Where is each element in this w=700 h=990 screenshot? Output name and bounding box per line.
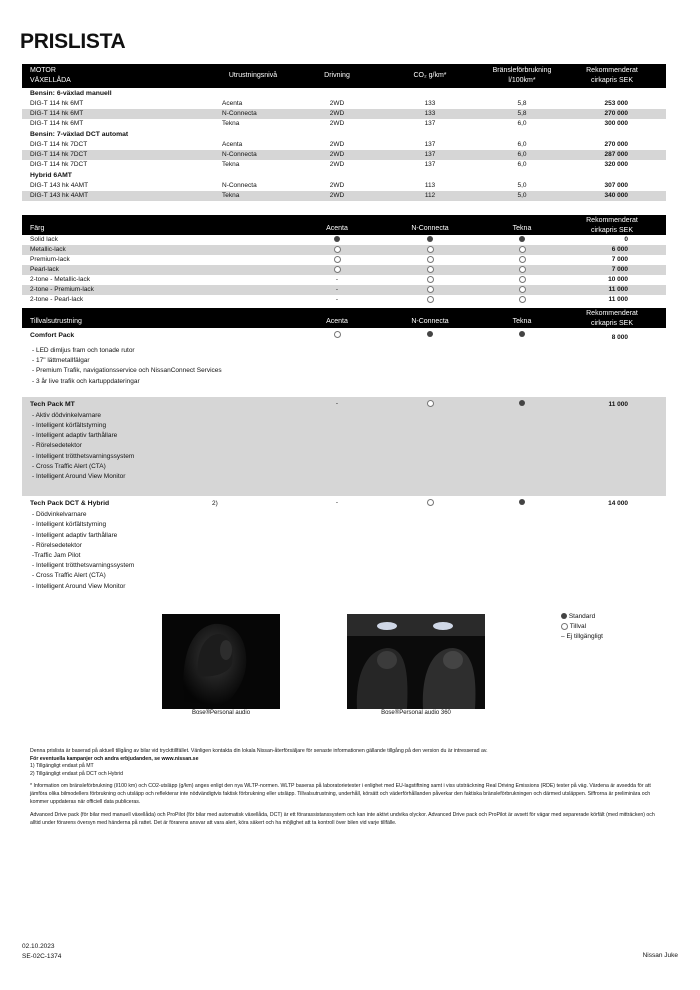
price-cell: 270 000 [604,141,628,148]
level-cell: Acenta [222,100,243,107]
color-name-cell: Premium-lack [30,256,70,263]
pack-feature: - Rörelsedetektor [32,541,82,549]
acenta-cell: - [335,399,339,407]
nconnecta-cell [405,235,455,245]
optional-dot-icon [427,296,434,303]
color-name-cell: Solid lack [30,236,58,243]
tekna-cell [497,295,547,305]
tekna-cell [497,275,547,285]
tekna-cell [497,400,547,407]
table-row [22,285,666,295]
offers-note: För eventuella kampanjer och andra erbjudanden, se www.nissan.se [30,755,199,762]
tekna-column-header: Tekna [512,225,532,232]
motor-cell: DIG-T 143 hk 4AMT [30,182,89,189]
price-cell: 320 000 [604,161,628,168]
motor-cell: DIG-T 114 hk 6MT [30,100,84,107]
standard-dot-icon [427,236,433,242]
pack-feature: - Intelligent trötthetsvarningssystem [32,452,135,460]
option-pack [22,496,666,606]
color-price-column-header: Rekommenderat cirkapris SEK [586,217,638,234]
table-row [22,265,666,275]
table-row [22,119,666,129]
pack-footnote-ref: 2) [212,500,218,508]
color-name-cell: 2-tone - Premium-lack [30,286,94,293]
optional-dot-icon [561,623,568,630]
fuel-cell: 5,8 [517,100,527,107]
nconnecta-column-header: N-Connecta [411,225,449,232]
optional-dot-icon [334,256,341,263]
co2-cell: 112 [424,192,436,199]
footnotes [30,748,660,827]
acenta-cell [312,255,362,265]
motor-cell: DIG-T 114 hk 7DCT [30,161,88,168]
optional-dot-icon [334,246,341,253]
optional-dot-icon [427,266,434,273]
table-row [22,295,666,305]
legend-not-available: – Ej tillgängligt [561,633,603,640]
color-name-cell: Metallic-lack [30,246,66,253]
optional-dot-icon [519,276,526,283]
co2-cell: 137 [424,141,436,148]
acenta-cell [312,265,362,275]
table-row [22,99,666,109]
footer-left [22,942,61,962]
bose-headrest-photo [162,614,280,709]
table-row [22,150,666,160]
color-name-cell: 2-tone - Pearl-lack [30,296,84,303]
level-cell: N-Connecta [222,110,257,117]
color-name-cell: 2-tone - Metallic-lack [30,276,90,283]
standard-dot-icon [519,400,525,406]
co2-cell: 133 [424,110,436,117]
optional-dot-icon [427,286,434,293]
options-table-body [22,328,666,606]
nconnecta-cell [405,275,455,285]
price-cell: 270 000 [604,110,628,117]
tekna-cell [497,285,547,295]
level-cell: Tekna [222,192,240,199]
engine-table-body [22,88,666,201]
color-column-header: Färg [30,225,45,232]
acenta-column-header: Acenta [326,225,348,232]
acenta-column-header: Acenta [326,318,348,325]
pack-feature: - Rörelsedetektor [32,442,82,450]
option-pack [22,328,666,397]
engine-section-title: Bensin: 7-växlad DCT automat [30,131,129,138]
price-cell: 6 000 [611,246,628,253]
standard-dot-icon [519,331,525,337]
motor-cell: DIG-T 114 hk 6MT [30,120,84,127]
options-table-header [22,308,666,328]
acenta-cell [312,331,362,338]
fuel-cell: 6,0 [517,161,527,168]
fuel-cell: 6,0 [517,120,527,127]
options-column-header: Tillvalsutrustning [30,318,82,325]
drive-cell: 2WD [329,192,345,199]
page-title: PRISLISTA [20,30,126,53]
standard-dot-icon [519,236,525,242]
pack-feature: - Aktiv dödvinkelvarnare [32,411,102,419]
pack-feature-list [32,346,222,387]
fuel-cell: 6,0 [517,141,527,148]
drive-column-header: Drivning [324,72,350,79]
bose-360-interior-image [347,614,485,709]
tekna-cell [497,265,547,275]
drive-cell: 2WD [329,120,345,127]
price-cell: 253 000 [604,100,628,107]
drive-cell: 2WD [329,161,345,168]
pack-feature: - Intelligent körfältstyrning [32,421,107,429]
color-price-table [22,215,666,305]
drive-cell: 2WD [329,151,345,158]
table-row [22,181,666,191]
acenta-cell: - [335,499,339,507]
table-row [22,275,666,285]
pack-feature: - Intelligent körfältstyrning [32,521,107,529]
color-table-header [22,215,666,235]
price-cell: 11 000 [608,296,628,303]
nconnecta-cell [405,499,455,506]
pack-feature-list [32,510,134,592]
fuel-cell: 6,0 [517,151,527,158]
optional-dot-icon [427,400,434,407]
standard-dot-icon [519,499,525,505]
price-cell: 8 000 [611,334,628,341]
nconnecta-cell [405,255,455,265]
footnote-1: 1) Tillgängligt endast på MT [30,763,94,770]
price-cell: 10 000 [608,276,628,283]
color-table-body [22,235,666,305]
pack-feature-list [32,411,134,482]
table-row [22,255,666,265]
pack-name: Comfort Pack [30,332,75,339]
drive-cell: 2WD [329,110,345,117]
pack-name: Tech Pack DCT & Hybrid [30,500,110,508]
optional-dot-icon [519,296,526,303]
footer-model: Nissan Juke [642,952,678,959]
motor-cell: DIG-T 114 hk 7DCT [30,151,88,158]
pack-name: Tech Pack MT [30,400,75,408]
co2-cell: 137 [424,120,436,127]
table-row [22,160,666,170]
tekna-cell [497,499,547,506]
price-cell: 340 000 [604,192,628,199]
nconnecta-cell [405,285,455,295]
table-row [22,140,666,150]
acenta-cell: - [335,296,339,303]
nconnecta-column-header: N-Connecta [411,318,449,325]
right-photo-caption: Bose®Personal audio 360 [381,710,451,716]
tekna-cell [497,255,547,265]
optional-dot-icon [334,266,341,273]
level-cell: Acenta [222,141,243,148]
price-cell: 300 000 [604,120,628,127]
optional-dot-icon [519,256,526,263]
legend-optional: Tillval [561,622,603,632]
tekna-cell [497,245,547,255]
optional-dot-icon [427,499,434,506]
drive-cell: 2WD [329,141,345,148]
engine-section-title: Hybrid 6AMT [30,172,72,179]
co2-cell: 113 [424,182,436,189]
color-name-cell: Pearl-lack [30,266,59,273]
optional-dot-icon [519,246,526,253]
acenta-cell [312,245,362,255]
options-price-table [22,308,666,606]
pack-feature: -Traffic Jam Pilot [32,551,81,559]
optional-dot-icon [334,331,341,338]
acenta-cell: - [335,276,339,283]
level-cell: Tekna [222,120,240,127]
optional-dot-icon [427,256,434,263]
pack-feature: - Intelligent Around View Monitor [32,582,126,590]
tekna-cell [497,235,547,245]
fuel-cell: 5,0 [517,182,527,189]
co2-column-header: CO₂ g/km* [413,72,447,79]
engine-table-header [22,64,666,88]
pack-feature: - Cross Traffic Alert (CTA) [32,462,106,470]
footnote-2: 2) Tillgängligt endast på DCT och Hybrid [30,770,124,777]
standard-dot-icon [427,331,433,337]
propilot-note: Advanced Drive pack (för bilar med manuell växellåda) och ProPilot (för bilar med automatisk växellåda, DCT) är ett förarassistanssystem och kan inte aktivt undvika olyckor. Advanced Drive pack och ProPilot är avsett för vägar med separerade körfält (med mitträcken) och alltid under förarens översyn med händerna på rattet. Det är förarens ansvar att vara alert, köra säkert och ha möjlighet att ta kontroll över bilen vid varje tillfälle. [30,812,655,826]
pack-feature: - Dödvinkelvarnare [32,511,87,519]
options-price-column-header: Rekommenderat cirkapris SEK [586,310,638,327]
footer-date: 02.10.2023 [22,943,55,950]
legend [561,612,603,642]
level-column-header: Utrustningsnivå [228,72,278,79]
table-row [22,109,666,119]
fuel-cell: 5,0 [517,192,527,199]
nconnecta-cell [405,295,455,305]
engine-section-title: Bensin: 6-växlad manuell [30,90,112,97]
left-photo-caption: Bose®Personal audio [191,710,251,716]
price-cell: 14 000 [608,500,628,508]
pack-feature: - Premium Trafik, navigationsservice och NissanConnect Services [32,367,222,375]
pack-feature: - 3 år live trafik och kartuppdateringar [32,377,140,385]
co2-cell: 137 [424,161,436,168]
level-cell: Tekna [222,161,240,168]
bose-headrest-image [162,614,280,709]
optional-dot-icon [519,286,526,293]
motor-cell: DIG-T 143 hk 4AMT [30,192,89,199]
pack-feature: - Cross Traffic Alert (CTA) [32,572,106,580]
table-row [22,191,666,201]
optional-dot-icon [427,276,434,283]
standard-dot-icon [561,613,567,619]
motor-cell: DIG-T 114 hk 6MT [30,110,84,117]
option-pack [22,397,666,496]
tekna-column-header: Tekna [512,318,532,325]
dash-icon: – [561,633,565,640]
price-column-header: Rekommenderat cirkapris SEK [586,67,638,84]
drive-cell: 2WD [329,182,345,189]
price-cell: 7 000 [611,256,628,263]
pack-feature: - 17" lättmetallfälgar [32,357,90,365]
level-cell: N-Connecta [222,182,257,189]
fuel-column-header: Bränsleförbrukning l/100km* [492,67,552,84]
motor-cell: DIG-T 114 hk 7DCT [30,141,88,148]
wltp-note: * Information om bränsleförbrukning (l/100 km) och CO2-utsläpp (g/km) anges enligt den nya WLTP-normen. WLTP baseras på laboratorietester i enlighet med EU-lagstiftning samt i viss utsträckning Real Driving Emissions (RDE) tester på väg. Värdena är avsedda för att jämföra olika bilmodellers förbrukning och utsläpp och reflekterar inte nödvändigtvis faktisk förbrukning eller utsläpp. Tillvalsutrustning, underhåll, körsätt och väderförhållanden påverkar den faktiska bränsleförbrukningen och därmed utsläppen. Siffrorna är preliminära och kommer uppdateras när officiell data publiceras. [30,783,651,805]
nconnecta-cell [405,331,455,338]
optional-dot-icon [427,246,434,253]
price-cell: 307 000 [604,182,628,189]
table-row [22,245,666,255]
table-row [22,235,666,245]
pack-feature: - Intelligent Around View Monitor [32,472,126,480]
bose-360-interior-photo [347,614,485,709]
optional-dot-icon [519,266,526,273]
footer-code: SE-02C-1374 [22,953,62,960]
nconnecta-cell [405,265,455,275]
drive-cell: 2WD [329,100,345,107]
nconnecta-cell [405,245,455,255]
fuel-cell: 5,8 [517,110,527,117]
availability-note: Denna prislista är baserad på aktuell tillgång av bilar vid tryckttillfället. Vänligen kontakta din lokala Nissan-återförsäljare för senaste informationen gällande tillgång på den version du är intresserad av. [30,748,488,754]
level-cell: N-Connecta [222,151,257,158]
standard-dot-icon [334,236,340,242]
legend-standard: Standard [561,612,603,622]
pack-feature: - LED dimljus fram och tonade rutor [32,347,135,354]
price-cell: 11 000 [608,400,628,408]
co2-cell: 137 [424,151,436,158]
price-cell: 11 000 [608,286,628,293]
price-cell: 287 000 [604,151,628,158]
pack-feature: - Intelligent trötthetsvarningssystem [32,562,135,570]
engine-price-table [22,64,666,201]
price-cell: 0 [624,236,628,243]
acenta-cell [312,235,362,245]
nconnecta-cell [405,400,455,407]
tekna-cell [497,331,547,338]
motor-column-header: MOTOR VÄXELLÅDA [30,67,71,84]
pack-feature: - Intelligent adaptiv farthållare [32,432,118,440]
pack-feature: - Intelligent adaptiv farthållare [32,531,118,539]
acenta-cell: - [335,286,339,293]
price-cell: 7 000 [611,266,628,273]
co2-cell: 133 [424,100,436,107]
